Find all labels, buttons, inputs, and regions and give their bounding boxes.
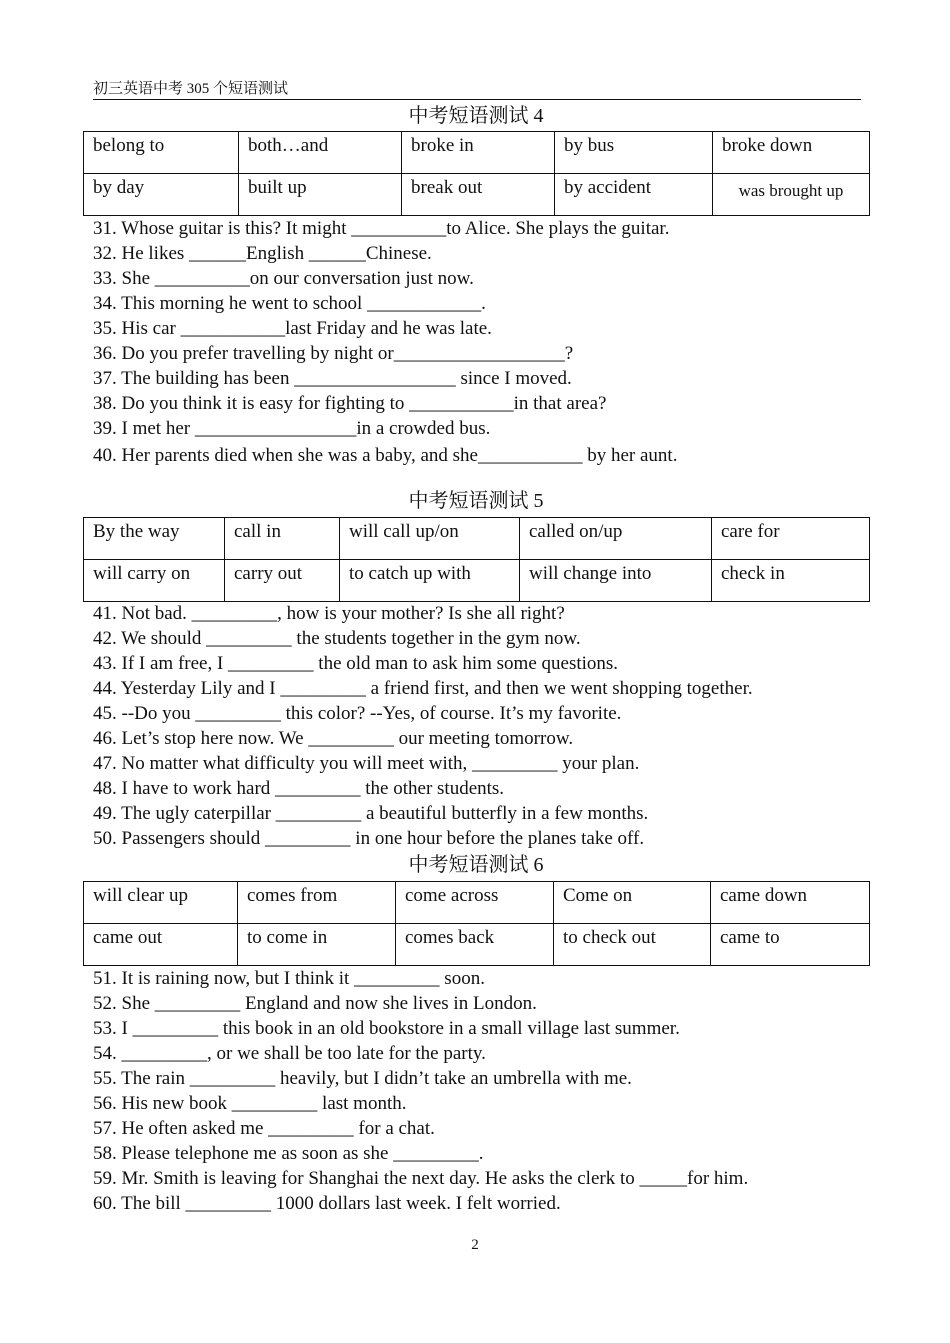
question-item: 52. She _________ England and now she lives in London. (93, 993, 537, 1014)
phrase-cell: came out (84, 924, 238, 966)
question-item: 37. The building has been _________________ since I moved. (93, 368, 572, 389)
phrase-cell: comes from (238, 882, 396, 924)
phrase-cell: call in (225, 518, 340, 560)
question-item: 48. I have to work hard _________ the other students. (93, 778, 505, 799)
table-row (84, 882, 870, 924)
phrase-cell: belong to (84, 132, 239, 174)
question-item: 54. _________, or we shall be too late for the party. (93, 1043, 486, 1064)
question-item: 51. It is raining now, but I think it _________ soon. (93, 968, 485, 989)
question-item: 45. --Do you _________ this color? --Yes, of course. It’s my favorite. (93, 703, 622, 724)
phrase-cell: by bus (555, 132, 713, 174)
question-item: 35. His car ___________last Friday and he was late. (93, 318, 492, 339)
question-item: 40. Her parents died when she was a baby, and she___________ by her aunt. (93, 445, 678, 466)
phrase-cell: By the way (84, 518, 225, 560)
phrase-cell: to check out (554, 924, 711, 966)
phrase-cell: come across (396, 882, 554, 924)
phrase-cell: Come on (554, 882, 711, 924)
question-item: 33. She __________on our conversation just now. (93, 268, 474, 289)
question-item: 31. Whose guitar is this? It might __________to Alice. She plays the guitar. (93, 218, 670, 239)
phrase-table-5 (83, 517, 870, 602)
question-item: 34. This morning he went to school ____________. (93, 293, 486, 314)
phrase-table-4 (83, 131, 870, 216)
question-item: 58. Please telephone me as soon as she _________. (93, 1143, 484, 1164)
question-item: 55. The rain _________ heavily, but I didn’t take an umbrella with me. (93, 1068, 632, 1089)
section-title-6: 中考短语测试 6 (408, 854, 544, 876)
question-item: 36. Do you prefer travelling by night or__________________? (93, 343, 574, 364)
phrase-cell: comes back (396, 924, 554, 966)
phrase-cell: to come in (238, 924, 396, 966)
question-item: 59. Mr. Smith is leaving for Shanghai the next day. He asks the clerk to _____for him. (93, 1168, 749, 1189)
phrase-cell: both…and (239, 132, 402, 174)
phrase-table-6 (83, 881, 870, 966)
table-row (84, 132, 870, 174)
running-header: 初三英语中考 305 个短语测试 (93, 80, 861, 100)
phrase-cell: will call up/on (340, 518, 520, 560)
question-item: 32. He likes ______English ______Chinese. (93, 243, 432, 264)
phrase-cell: called on/up (520, 518, 712, 560)
question-item: 50. Passengers should _________ in one hour before the planes take off. (93, 828, 645, 849)
question-item: 47. No matter what difficulty you will meet with, _________ your plan. (93, 753, 640, 774)
question-item: 56. His new book _________ last month. (93, 1093, 407, 1114)
table-row (84, 924, 870, 966)
question-item: 42. We should _________ the students together in the gym now. (93, 628, 581, 649)
phrase-cell: will carry on (84, 560, 225, 602)
table-row (84, 560, 870, 602)
question-item: 41. Not bad. _________, how is your mother? Is she all right? (93, 603, 565, 624)
phrase-cell: broke in (402, 132, 555, 174)
phrase-cell: will change into (520, 560, 712, 602)
question-item: 43. If I am free, I _________ the old man to ask him some questions. (93, 653, 619, 674)
phrase-cell: check in (712, 560, 870, 602)
table-row (84, 518, 870, 560)
question-list-6 (93, 966, 748, 1216)
phrase-cell: came down (711, 882, 870, 924)
question-item: 57. He often asked me _________ for a chat. (93, 1118, 435, 1139)
phrase-cell: broke down (713, 132, 870, 174)
phrase-cell: will clear up (84, 882, 238, 924)
section-title-5: 中考短语测试 5 (408, 490, 544, 512)
section-title-4: 中考短语测试 4 (408, 105, 544, 127)
question-item: 49. The ugly caterpillar _________ a beautiful butterfly in a few months. (93, 803, 649, 824)
table-row (84, 174, 870, 216)
question-item: 38. Do you think it is easy for fighting to ___________in that area? (93, 393, 607, 414)
phrase-cell: care for (712, 518, 870, 560)
question-item: 46. Let’s stop here now. We _________ our meeting tomorrow. (93, 728, 574, 749)
question-item: 44. Yesterday Lily and I _________ a friend first, and then we went shopping together. (93, 678, 753, 699)
question-list-4 (93, 216, 677, 468)
question-item: 39. I met her _________________in a crowded bus. (93, 418, 491, 439)
phrase-cell: to catch up with (340, 560, 520, 602)
phrase-cell: by accident (555, 174, 713, 216)
page-number: 2 (471, 1237, 479, 1253)
question-list-5 (93, 601, 753, 851)
phrase-cell: break out (402, 174, 555, 216)
phrase-cell: by day (84, 174, 239, 216)
question-item: 53. I _________ this book in an old bookstore in a small village last summer. (93, 1018, 680, 1039)
phrase-cell: built up (239, 174, 402, 216)
phrase-cell: came to (711, 924, 870, 966)
question-item: 60. The bill _________ 1000 dollars last week. I felt worried. (93, 1193, 561, 1214)
phrase-cell: was brought up (713, 174, 870, 216)
phrase-cell: carry out (225, 560, 340, 602)
